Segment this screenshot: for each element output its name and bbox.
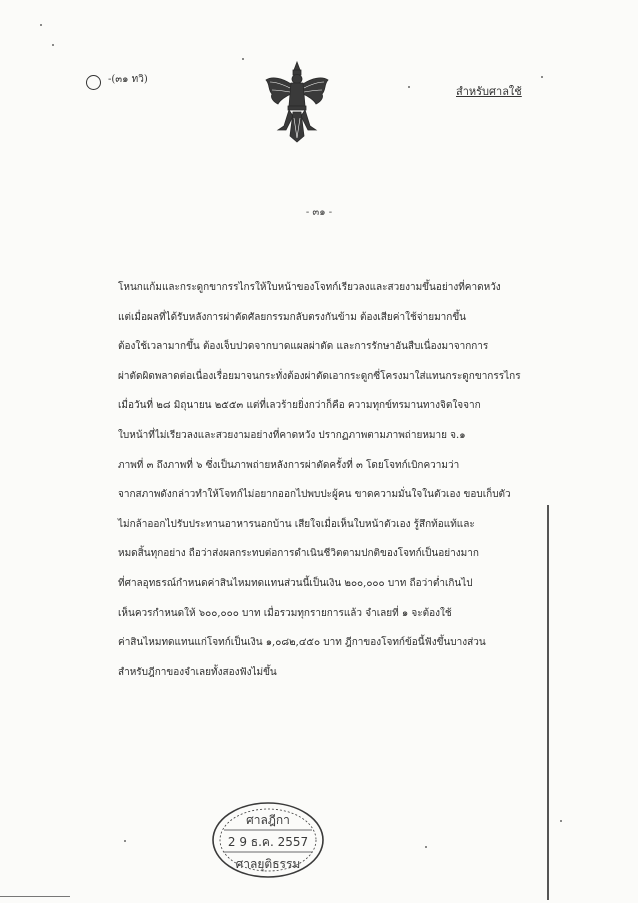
circle-icon [86,75,101,90]
margin-line [547,505,549,900]
ink-speck [408,86,410,88]
stamp-bottom-text: ศาลยุติธรรม [235,857,301,871]
ink-speck [541,76,543,78]
stamp-date-text: 2 9 ธ.ค. 2557 [227,835,309,849]
stamp-top-text: ศาลฎีกา [246,813,290,827]
ink-speck [242,58,244,60]
page-number: - ๓๑ - [305,207,333,218]
form-code: -(๓๑ ทวิ) [108,74,148,85]
ink-speck [124,840,126,842]
body-line: จากสภาพดังกล่าวทำให้โจทก์ไม่อยากออกไปพบปะผู้คน ขาดความมั่นใจในตัวเอง ขอบเก็บตัว [118,489,511,501]
body-line: ไม่กล้าออกไปรับประทานอาหารนอกบ้าน เสียใจเมื่อเห็นใบหน้าตัวเอง รู้สึกท้อแท้และ [118,518,475,530]
garuda-emblem-icon [264,60,330,144]
body-line: โหนกแก้มและกระดูกขากรรไกรให้ใบหน้าของโจทก์เรียวลงและสวยงามขึ้นอย่างที่คาดหวัง [118,282,501,293]
ink-speck [425,846,427,848]
body-line: ที่ศาลอุทธรณ์กำหนดค่าสินไหมทดแทนส่วนนี้เป็นเงิน ๒๐๐,๐๐๐ บาท ถือว่าต่ำเกินไป [118,577,473,589]
body-line: หมดสิ้นทุกอย่าง ถือว่าส่งผลกระทบต่อการดำเนินชีวิตตามปกติของโจทก์เป็นอย่างมาก [118,548,479,560]
ink-speck [560,820,562,822]
ink-speck [52,44,54,46]
ink-speck [40,24,42,26]
body-line: ใบหน้าที่ไม่เรียวลงและสวยงามอย่างที่คาดหวัง ปรากฏภาพตามภาพถ่ายหมาย จ.๑ [118,429,466,441]
body-line: ต้องใช้เวลามากขึ้น ต้องเจ็บปวดจากบาดแผลผ่าตัด และการรักษาอันสืบเนื่องมาจากการ [118,341,489,353]
body-line: เห็นควรกำหนดให้ ๖๐๐,๐๐๐ บาท เมื่อรวมทุกรายการแล้ว จำเลยที่ ๑ จะต้องใช้ [118,607,452,619]
bottom-edge-line [0,896,70,897]
court-date-stamp [210,800,326,880]
for-court-use-label: สำหรับศาลใช้ [456,85,522,98]
body-line: สำหรับฎีกาของจำเลยทั้งสองฟังไม่ขึ้น [118,666,277,678]
body-line: แต่เมื่อผลที่ได้รับหลังการผ่าตัดศัลยกรรมกลับตรงกันข้าม ต้องเสียค่าใช้จ่ายมากขึ้น [118,311,467,323]
judgment-body-text [118,273,521,687]
body-line: ค่าสินไหมทดแทนแก่โจทก์เป็นเงิน ๑,๐๘๒,๔๕๐ บาท ฎีกาของโจทก์ข้อนี้ฟังขึ้นบางส่วน [118,637,486,649]
body-line: ผ่าตัดผิดพลาดต่อเนื่องเรื่อยมาจนกระทั่งต้องผ่าตัดเอากระดูกซี่โครงมาใส่แทนกระดูกขากรรไกร [118,370,521,382]
body-line: ภาพที่ ๓ ถึงภาพที่ ๖ ซึ่งเป็นภาพถ่ายหลังการผ่าตัดครั้งที่ ๓ โดยโจทก์เบิกความว่า [118,459,460,471]
body-line: เมื่อวันที่ ๒๘ มิถุนายน ๒๕๕๓ แต่ที่เลวร้ายยิ่งกว่าก็คือ ความทุกข์ทรมานทางจิตใจจาก [118,400,481,412]
